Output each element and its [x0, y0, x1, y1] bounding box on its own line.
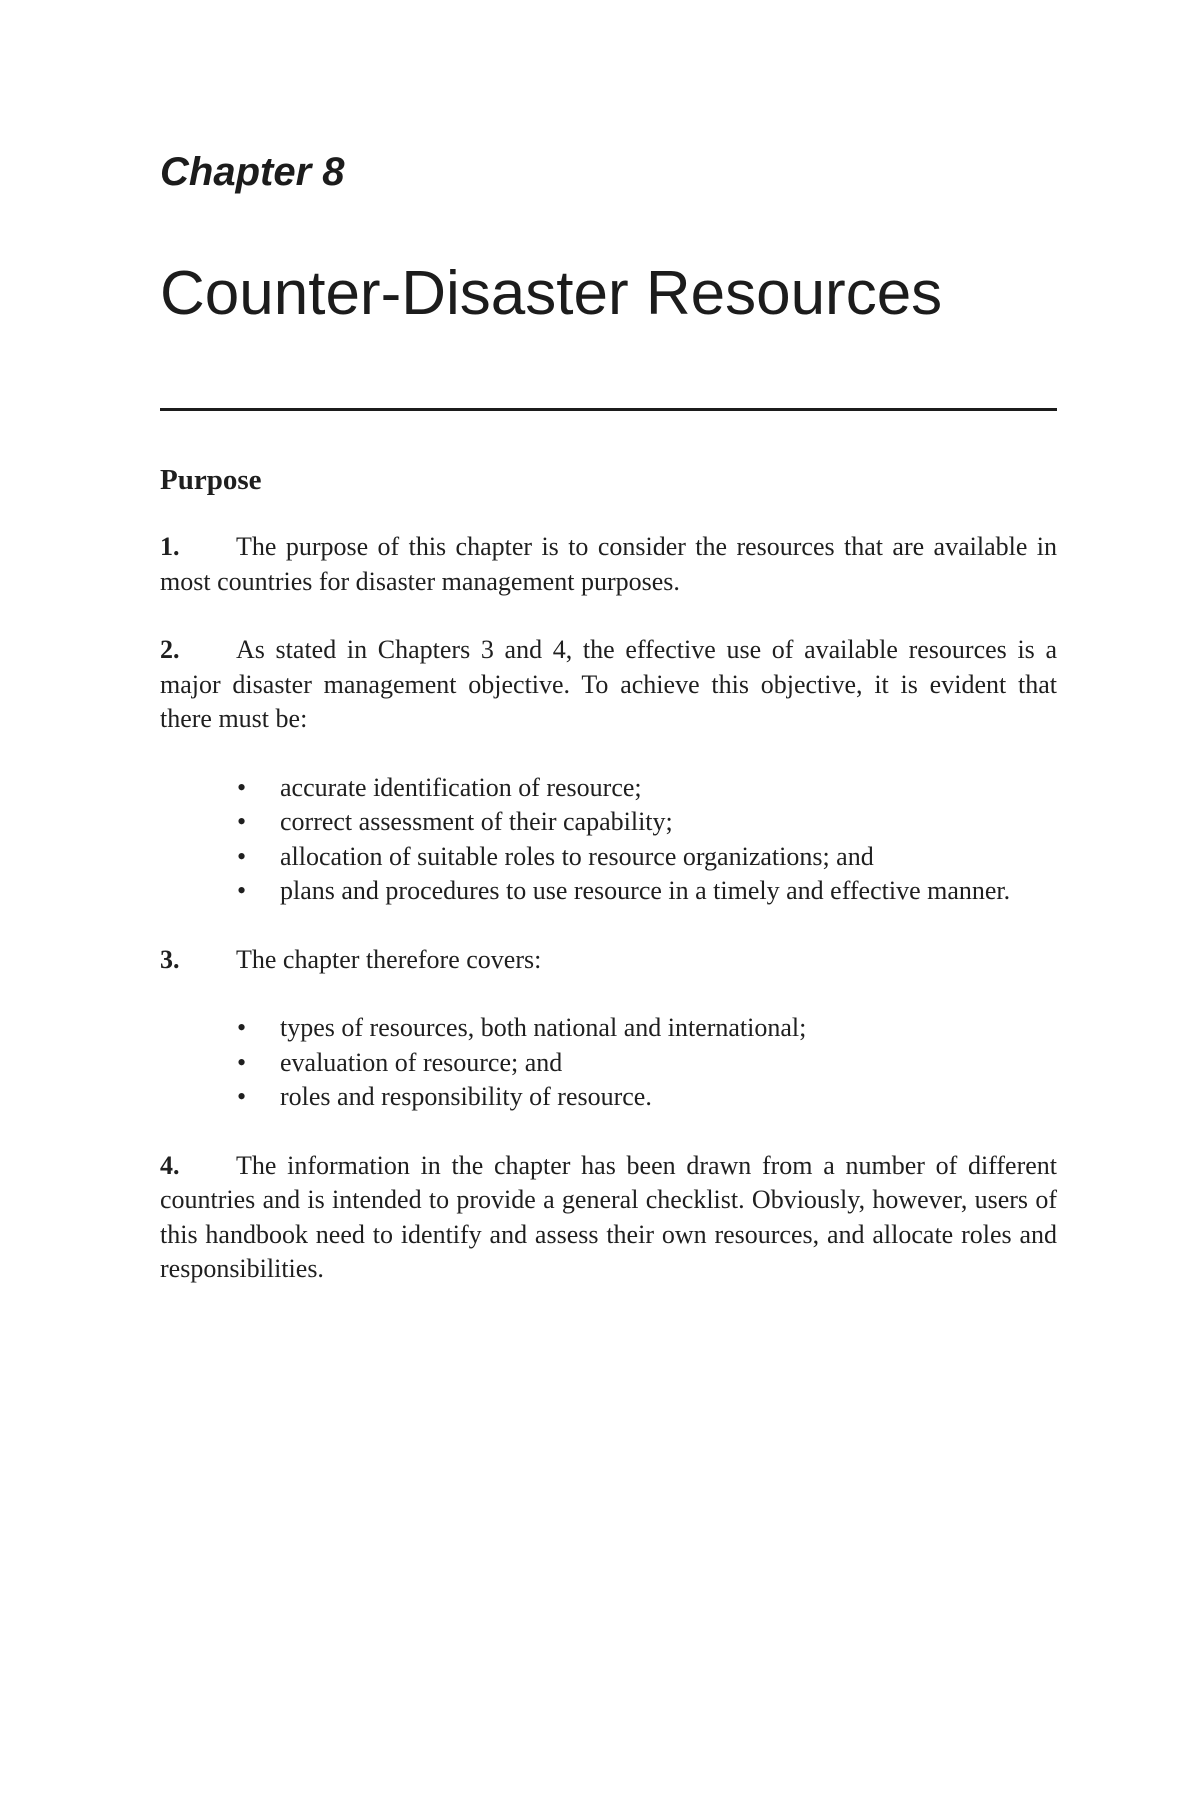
paragraph-number: 1. — [160, 532, 180, 561]
paragraph-text: As stated in Chapters 3 and 4, the effective use of available resources is a major disaster management objective. To achieve this objective, it is evident that there must be: — [160, 635, 1057, 733]
bullet-icon: • — [237, 841, 247, 871]
list-item — [237, 805, 1057, 840]
chapter-body — [160, 462, 1057, 1321]
list-item — [237, 1080, 1057, 1115]
paragraph-number: 3. — [160, 944, 180, 974]
paragraph-text: The information in the chapter has been drawn from a number of different countries and is intended to provide a general checklist. Obviously, however, users of this handbook need to identify and assess their own resources, and allocate roles and responsibilities. — [160, 1150, 1057, 1283]
requirements-list — [160, 771, 1057, 909]
paragraph-3 — [160, 943, 1057, 978]
paragraph-text: The chapter therefore covers: — [236, 944, 542, 974]
bullet-icon: • — [237, 876, 247, 905]
section-heading-purpose: Purpose — [160, 464, 262, 496]
paragraph-1 — [160, 530, 1057, 599]
coverage-list — [160, 1011, 1057, 1115]
list-item-text: evaluation of resource; and — [280, 1047, 563, 1077]
bullet-icon: • — [237, 772, 247, 802]
bullet-icon: • — [237, 1013, 247, 1042]
chapter-title: Counter-Disaster Resources — [160, 259, 943, 328]
list-item-text: accurate identification of resource; — [280, 772, 642, 802]
chapter-label: Chapter 8 — [160, 150, 345, 194]
list-item-text: correct assessment of their capability; — [280, 807, 673, 836]
bullet-icon: • — [237, 1047, 247, 1077]
bullet-icon: • — [237, 807, 247, 836]
list-item — [237, 1046, 1057, 1081]
title-divider — [160, 408, 1057, 411]
list-item — [237, 840, 1057, 875]
list-item — [237, 771, 1057, 806]
paragraph-number: 2. — [160, 635, 180, 664]
paragraph-text: The purpose of this chapter is to consider the resources that are available in most countries for disaster management purposes. — [160, 532, 1057, 596]
list-item-text: plans and procedures to use resource in a timely and effective manner. — [280, 876, 1011, 905]
bullet-icon: • — [237, 1082, 247, 1111]
list-item-text: types of resources, both national and international; — [280, 1013, 807, 1042]
list-item — [237, 874, 1057, 909]
paragraph-4 — [160, 1149, 1057, 1287]
list-item-text: roles and responsibility of resource. — [280, 1082, 652, 1111]
list-item — [237, 1011, 1057, 1046]
list-item-text: allocation of suitable roles to resource organizations; and — [280, 841, 874, 871]
paragraph-number: 4. — [160, 1150, 180, 1180]
paragraph-2 — [160, 633, 1057, 737]
